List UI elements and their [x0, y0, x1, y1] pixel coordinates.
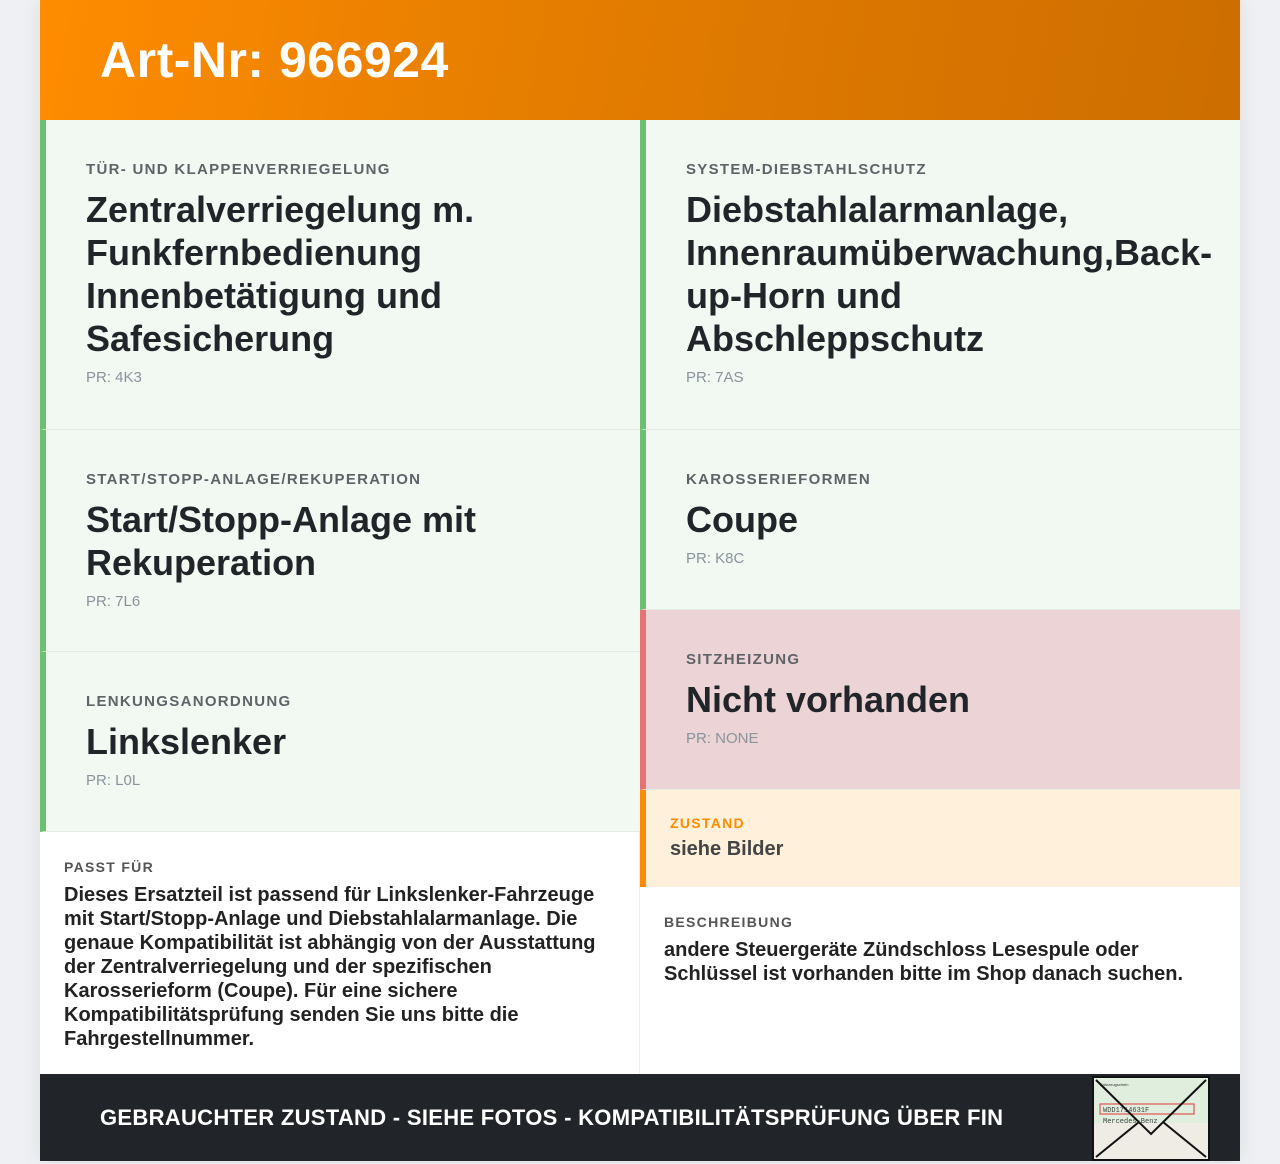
- feature-card-missing: [640, 610, 1240, 790]
- feature-card: [640, 120, 1240, 430]
- compatibility-text: Dieses Ersatzteil ist passend für Linkslenker-Fahrzeuge mit Start/Stopp-Anlage und Diebstahlalarmanlage. Die genaue Kompatibilität ist abhängig von der Ausstattung der Zentralverriegelung und der spezifischen Karosserieform (Coupe). Für eine sichere Kompatibilitätsprüfung senden Sie uns bitte die Fahrgestellnummer.: [64, 884, 596, 1050]
- feature-pr-code: PR: K8C: [686, 550, 745, 567]
- feature-card: [40, 430, 640, 652]
- feature-title: Start/Stopp-Anlage mit Rekuperation: [86, 499, 477, 583]
- feature-title: Coupe: [686, 499, 798, 540]
- footer-text: GEBRAUCHTER ZUSTAND - SIEHE FOTOS - KOMPATIBILITÄTSPRÜFUNG ÜBER FIN: [100, 1104, 1004, 1130]
- vin-text: WDD1714631F: [1103, 1107, 1150, 1115]
- feature-title: Linkslenker: [86, 721, 287, 762]
- description-label: BESCHREIBUNG: [664, 914, 794, 930]
- condition-label: ZUSTAND: [670, 815, 745, 831]
- feature-title: Nicht vorhanden: [686, 679, 971, 720]
- feature-card: [40, 652, 640, 832]
- feature-pr-code: PR: 7AS: [686, 369, 744, 386]
- left-column: [40, 120, 640, 1074]
- article-number: Art-Nr: 966924: [100, 32, 449, 88]
- description-text: andere Steuergeräte Zündschloss Lesespule oder Schlüssel ist vorhanden bitte im Shop danach suchen.: [664, 939, 1183, 985]
- condition-value: siehe Bilder: [670, 838, 784, 860]
- vin-doc-label: Fahrzeugschein: [1100, 1082, 1129, 1087]
- feature-label: KAROSSERIEFORMEN: [686, 471, 871, 488]
- vin-envelope-image: [1092, 1076, 1210, 1161]
- condition-section: [640, 790, 1240, 887]
- feature-pr-code: PR: L0L: [86, 772, 141, 789]
- feature-label: TÜR- UND KLAPPENVERRIEGELUNG: [86, 161, 391, 178]
- feature-pr-code: PR: 7L6: [86, 593, 141, 610]
- feature-card: [640, 430, 1240, 610]
- feature-pr-code: PR: NONE: [686, 730, 759, 747]
- feature-label: LENKUNGSANORDNUNG: [86, 693, 292, 710]
- product-sheet: [40, 0, 1240, 1161]
- feature-card: [40, 120, 640, 430]
- compatibility-section: [40, 832, 640, 1074]
- feature-title: Diebstahlalarmanlage, Innenraumüberwachung,Back-up-Horn und Abschleppschutz: [686, 189, 1213, 359]
- vin-make: Mercedes-Benz: [1103, 1118, 1158, 1126]
- feature-label: START/STOPP-ANLAGE/REKUPERATION: [86, 471, 422, 488]
- feature-label: SITZHEIZUNG: [686, 651, 801, 668]
- feature-label: SYSTEM-DIEBSTAHLSCHUTZ: [686, 161, 927, 178]
- feature-title: Zentralverriegelung m. Funkfernbedienung Innenbetätigung und Safesicherung: [86, 189, 475, 359]
- compatibility-label: PASST FÜR: [64, 859, 154, 875]
- description-section: [640, 887, 1240, 1074]
- feature-pr-code: PR: 4K3: [86, 369, 142, 386]
- right-column: [640, 120, 1240, 1074]
- footer-banner: [40, 1074, 1240, 1161]
- header: [40, 0, 1240, 120]
